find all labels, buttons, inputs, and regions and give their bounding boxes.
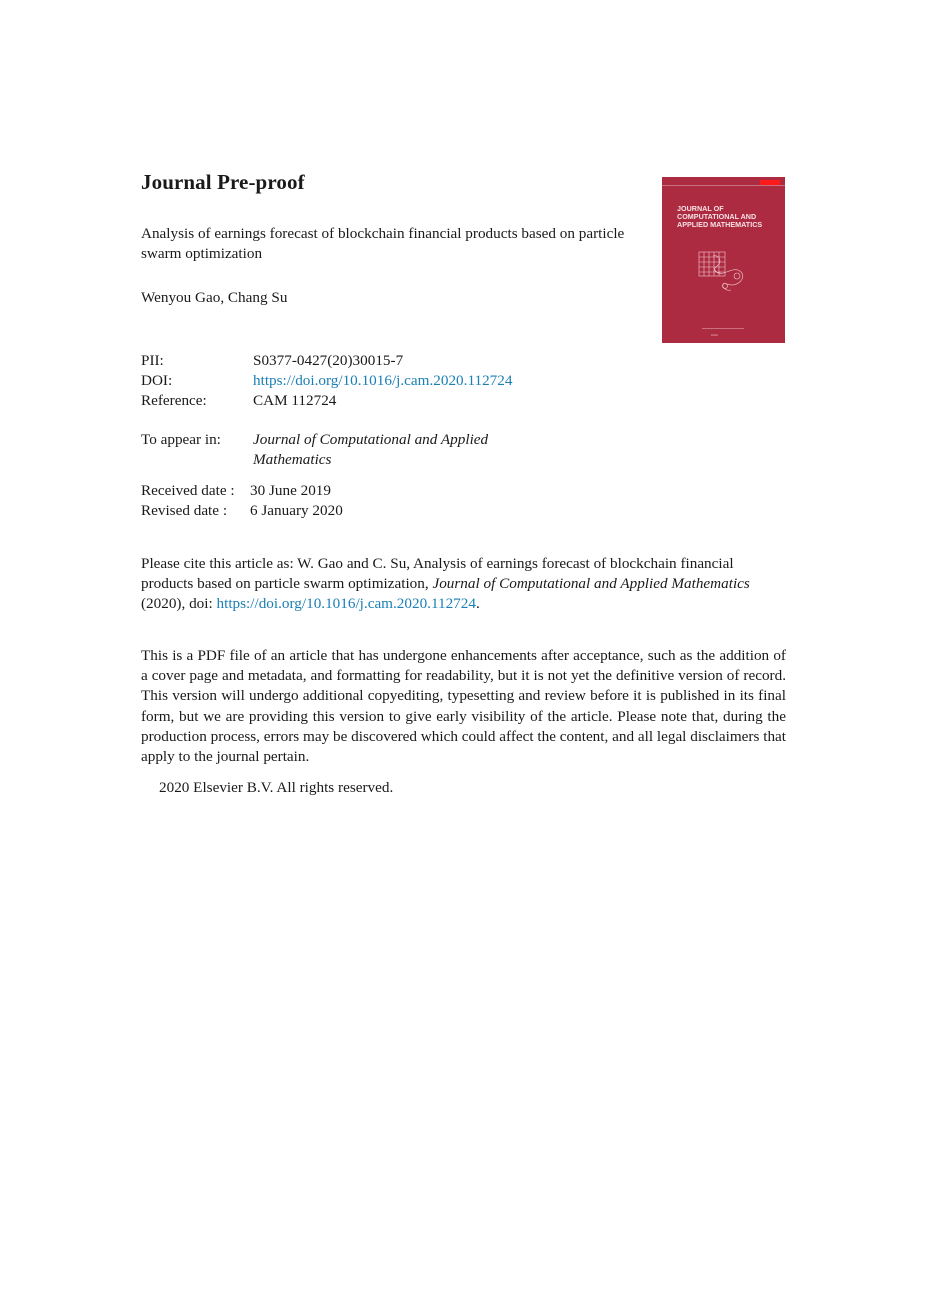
citation-doi-link[interactable]: https://doi.org/10.1016/j.cam.2020.112724 [216, 595, 476, 613]
cover-bottom-divider [702, 328, 744, 329]
doi-link[interactable]: https://doi.org/10.1016/j.cam.2020.112724 [253, 372, 513, 389]
authors: Wenyou Gao, Chang Su [141, 289, 288, 306]
appear-label: To appear in: [141, 431, 221, 448]
copyright-notice: 2020 Elsevier B.V. All rights reserved. [159, 779, 394, 796]
reference-value: CAM 112724 [253, 392, 337, 409]
appear-journal-line1: Journal of Computational and Applied [253, 431, 489, 448]
article-title: Analysis of earnings forecast of blockchain financial products based on particle swarm optimization [141, 225, 625, 262]
notice-paragraph: This is a PDF file of an article that has undergone enhancements after acceptance, such as the addition of a cover page and metadata, and formatting for readability, but it is not yet the definitive version of record. This version will undergo additional copyediting, typesetting and review before it is published in its final form, but we are providing this version to give early visibility of the article. Please note that, during the production process, errors may be discovered which could affect the content, and all legal disclaimers that apply to the journal pertain. [141, 647, 786, 766]
citation-prefix: Please cite this article as: W. Gao and C. Su, Analysis of earnings forecast of blockchain financial products based on particle swarm optimization, [141, 555, 734, 593]
reference-label: Reference: [141, 392, 207, 409]
pii-value: S0377-0427(20)30015-7 [253, 352, 404, 369]
page-title: Journal Pre-proof [141, 170, 305, 194]
cover-publisher-logo: ▪▪▪▪▪▪ [711, 333, 718, 337]
doi-label: DOI: [141, 372, 173, 389]
revised-value: 6 January 2020 [250, 502, 343, 519]
pii-label: PII: [141, 352, 164, 369]
received-value: 30 June 2019 [250, 482, 331, 499]
cover-top-divider [662, 185, 785, 186]
citation-journal: Journal of Computational and Applied Mathematics [432, 575, 750, 593]
received-label: Received date : [141, 482, 235, 499]
revised-label: Revised date : [141, 502, 228, 519]
geometric-figure-icon [697, 250, 749, 294]
citation-paragraph [141, 554, 786, 615]
citation-end: . [475, 595, 480, 613]
journal-cover [662, 177, 785, 343]
cover-title: JOURNAL OF COMPUTATIONAL AND APPLIED MATHEMATICS [677, 204, 763, 230]
citation-suffix: (2020), doi: [141, 595, 213, 613]
appear-journal-line2: Mathematics [253, 451, 332, 468]
